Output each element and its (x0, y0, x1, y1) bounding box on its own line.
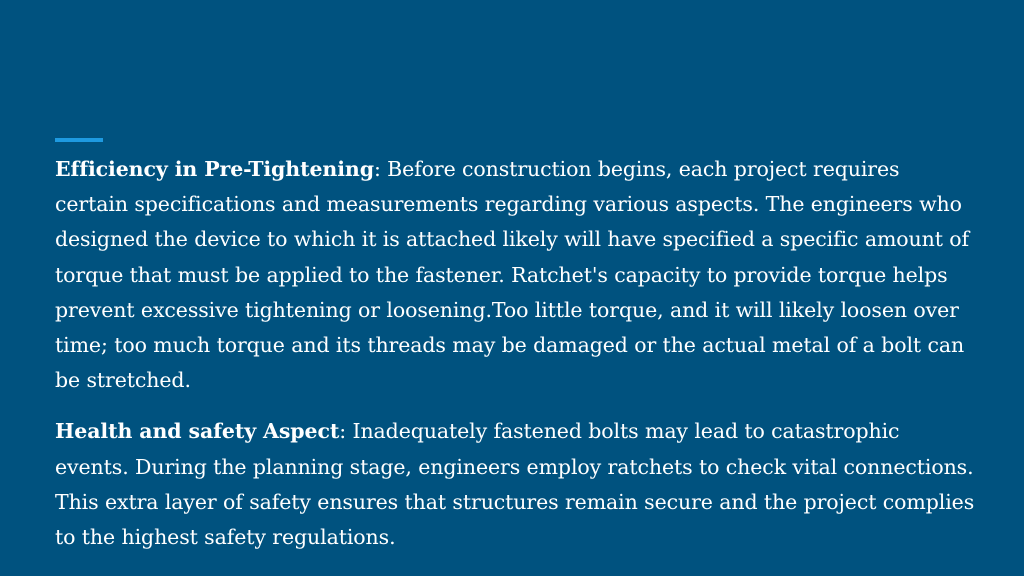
paragraph-health-safety (55, 414, 975, 555)
paragraph-heading: Efficiency in Pre-Tightening (55, 157, 374, 181)
content-area (55, 152, 975, 555)
paragraph-body: : Inadequately fastened bolts may lead to catastrophic events. During the planning stage, engineers employ ratchets to check vital connections. This extra layer of safety ensures that structures remain secure and the project complies to the highest safety regulations. (55, 419, 975, 550)
paragraph-body: : Before construction begins, each project requires certain specifications and measurements regarding various aspects. The engineers who designed the device to which it is attached likely will have specified a specific amount of torque that must be applied to the fastener. Ratchet's capacity to provide torque helps prevent excessive tightening or loosening.Too little torque, and it will likely loosen over time; too much torque and its threads may be damaged or the actual metal of a bolt can be stretched. (55, 157, 970, 393)
paragraph-efficiency (55, 152, 975, 398)
paragraph-heading: Health and safety Aspect (55, 419, 340, 444)
accent-bar (55, 138, 103, 142)
